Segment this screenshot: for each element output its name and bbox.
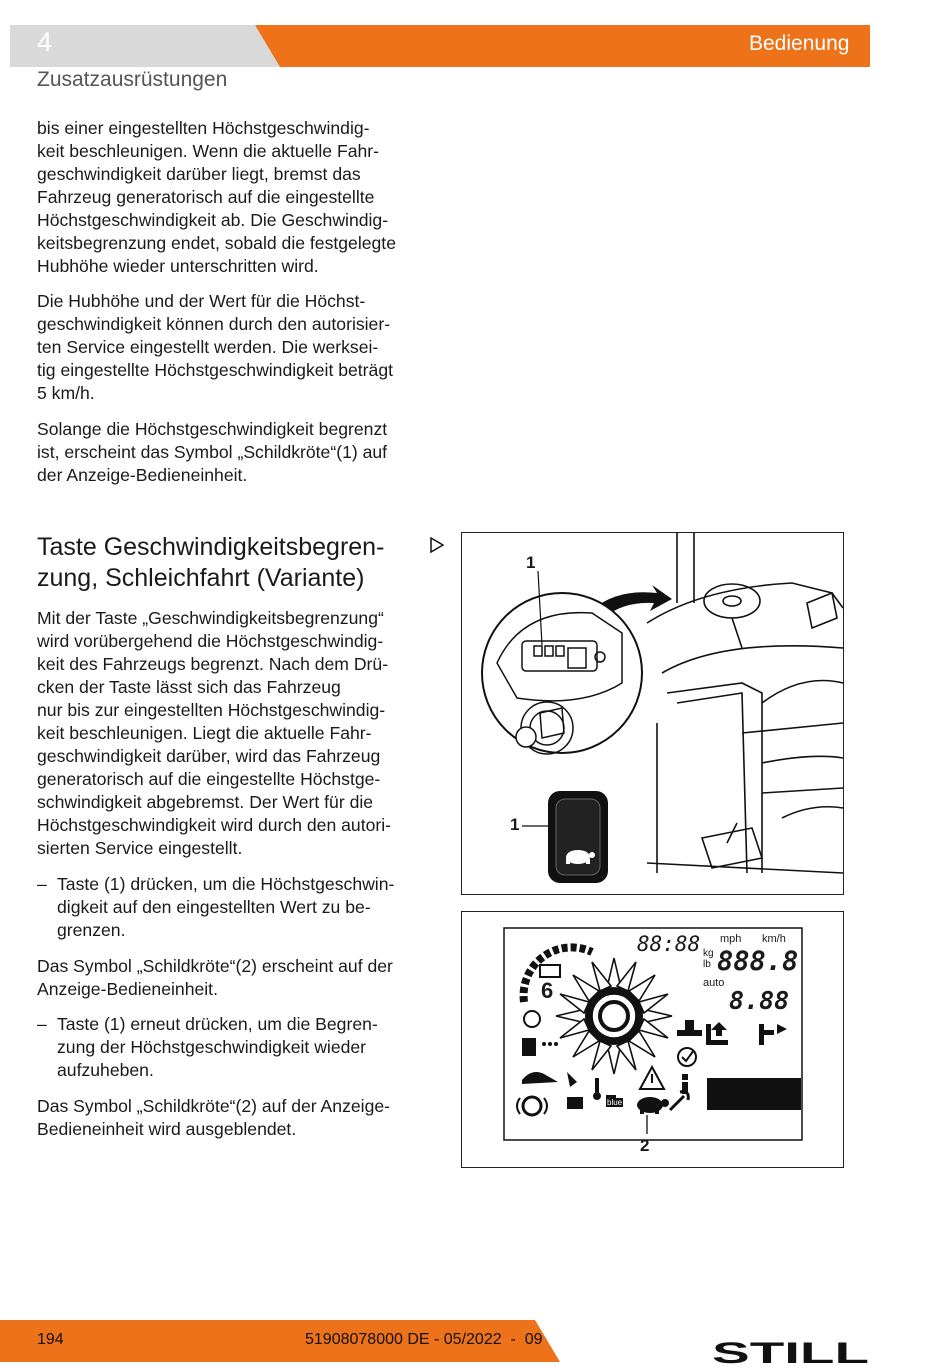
bullet-item-2: – Taste (1) erneut drücken, um die Begren- zung der Höchstgeschwindigkeit wieder aufzuheben. (37, 1014, 378, 1080)
figure-cabin-illustration (461, 532, 844, 895)
gear-digit: 6 (541, 978, 554, 1003)
intro-paragraph-1: bis einer eingestellten Höchstgeschwindig- keit beschleunigen. Wenn die aktuelle Fahr- geschwindigkeit darüber liegt, bremst das Fahrzeug generatorisch auf die eingestellte Höchstgeschwindigkeit ab. Die Geschwindig- keitsbegrenzung endet, sobald die festgelegte Hubhöhe wieder unterschritten wird. (37, 118, 396, 276)
unit-mph: mph (720, 933, 742, 945)
figure-display-panel (461, 911, 844, 1168)
display-weight: 888.8 (717, 946, 799, 977)
bullet-item-1: – Taste (1) drücken, um die Höchstgeschwin- digkeit auf den eingestellten Wert zu be- grenzen. (37, 874, 395, 940)
callout-2: 2 (640, 1136, 650, 1155)
blue-label: blue (607, 1098, 623, 1107)
callout-1-top: 1 (526, 553, 536, 572)
cabin-drawing (462, 533, 843, 894)
action-triangle-icon (430, 537, 444, 553)
callout-1-button: 1 (510, 815, 520, 834)
auto-label: auto (703, 977, 725, 989)
section-paragraph-3: Das Symbol „Schildkröte“(2) auf der Anzeige- Bedieneinheit wird ausgeblendet. (37, 1096, 391, 1139)
section-paragraph-1: Mit der Taste „Geschwindigkeitsbegrenzung“ wird vorübergehend die Höchstgeschwindig- keit des Fahrzeugs begrenzt. Nach dem Drü- cken der Taste lässt sich das Fahrzeug nur bis zur eingestellten Höchstgeschwindig- keit beschleunigen. Liegt die aktuelle Fahr- geschwindigkeit darüber, wird das Fahrzeug generatorisch auf die eingestellte Höchstge- schwindigkeit abgebremst. Der Wert für die Höchstgeschwindigkeit wird durch den autori- sierten Service eingestellt. (37, 608, 392, 858)
intro-paragraph-2: Die Hubhöhe und der Wert für die Höchst- geschwindigkeit können durch den autorisier- ten Service eingestellt werden. Die werksei- tig eingestellte Höchstgeschwindigkeit beträgt 5 km/h. (37, 291, 393, 403)
document-id: 51908078000 DE - 05/2022 - 09 (305, 1331, 543, 1348)
header-orange-band (0, 25, 870, 67)
section-title: Bedienung (749, 32, 850, 55)
page-number: 194 (37, 1331, 64, 1348)
unit-kmh: km/h (762, 933, 786, 945)
chapter-number: 4 (37, 27, 53, 57)
unit-kg: kg (703, 948, 714, 959)
display-clock: 88:88 (637, 932, 701, 956)
section-heading: Taste Geschwindigkeitsbegren- zung, Schleichfahrt (Variante) (37, 533, 385, 592)
svg-text:STILL: STILL (712, 1340, 869, 1366)
unit-lb: lb (703, 959, 711, 970)
section-paragraph-2: Das Symbol „Schildkröte“(2) erscheint auf der Anzeige-Bedieneinheit. (37, 956, 393, 999)
intro-paragraph-3: Solange die Höchstgeschwindigkeit begrenzt ist, erscheint das Symbol „Schildkröte“(1) auf der Anzeige-Bedieneinheit. (37, 419, 388, 485)
subsection-title: Zusatzausrüstungen (37, 68, 228, 91)
display-small-value: 8.88 (729, 986, 790, 1015)
still-logo (712, 1340, 872, 1366)
